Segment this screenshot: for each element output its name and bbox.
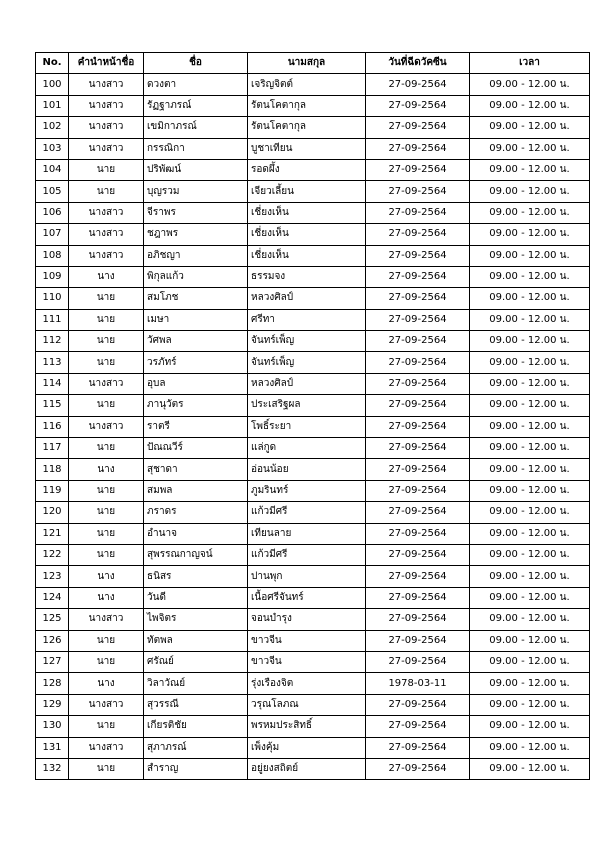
cell-last-name: เทียนลาย bbox=[248, 523, 366, 544]
cell-title: นาย bbox=[69, 181, 144, 202]
cell-no: 125 bbox=[36, 609, 69, 630]
cell-last-name: หลวงศิลป์ bbox=[248, 288, 366, 309]
cell-vaccination-date: 27-09-2564 bbox=[366, 438, 470, 459]
cell-vaccination-date: 27-09-2564 bbox=[366, 609, 470, 630]
cell-no: 127 bbox=[36, 651, 69, 672]
cell-no: 114 bbox=[36, 373, 69, 394]
cell-title: นาย bbox=[69, 716, 144, 737]
table-row bbox=[36, 416, 590, 437]
table-row bbox=[36, 373, 590, 394]
table-row bbox=[36, 245, 590, 266]
cell-vaccination-date: 27-09-2564 bbox=[366, 459, 470, 480]
cell-vaccination-date: 27-09-2564 bbox=[366, 630, 470, 651]
cell-time: 09.00 - 12.00 น. bbox=[470, 373, 590, 394]
cell-first-name: เขมิกาภรณ์ bbox=[144, 117, 248, 138]
cell-vaccination-date: 27-09-2564 bbox=[366, 716, 470, 737]
cell-vaccination-date: 27-09-2564 bbox=[366, 266, 470, 287]
cell-first-name: ภราดร bbox=[144, 502, 248, 523]
cell-title: นางสาว bbox=[69, 138, 144, 159]
cell-vaccination-date: 27-09-2564 bbox=[366, 544, 470, 565]
table-row bbox=[36, 758, 590, 779]
cell-time: 09.00 - 12.00 น. bbox=[470, 74, 590, 95]
cell-last-name: จันทร์เพ็ญ bbox=[248, 331, 366, 352]
cell-first-name: อำนาจ bbox=[144, 523, 248, 544]
table-row bbox=[36, 181, 590, 202]
cell-time: 09.00 - 12.00 น. bbox=[470, 224, 590, 245]
table-row bbox=[36, 438, 590, 459]
table-row bbox=[36, 138, 590, 159]
cell-time: 09.00 - 12.00 น. bbox=[470, 566, 590, 587]
cell-vaccination-date: 27-09-2564 bbox=[366, 694, 470, 715]
table-row bbox=[36, 224, 590, 245]
cell-title: นางสาว bbox=[69, 373, 144, 394]
cell-first-name: รัฏฐาภรณ์ bbox=[144, 95, 248, 116]
cell-title: นางสาว bbox=[69, 95, 144, 116]
cell-last-name: เนื้อศรีจันทร์ bbox=[248, 587, 366, 608]
cell-last-name: ศรีทา bbox=[248, 309, 366, 330]
table-row bbox=[36, 74, 590, 95]
cell-time: 09.00 - 12.00 น. bbox=[470, 587, 590, 608]
cell-vaccination-date: 27-09-2564 bbox=[366, 95, 470, 116]
cell-first-name: สุพรรณกาญจน์ bbox=[144, 544, 248, 565]
cell-title: นางสาว bbox=[69, 202, 144, 223]
cell-time: 09.00 - 12.00 น. bbox=[470, 138, 590, 159]
cell-last-name: อยู่ยงสถิตย์ bbox=[248, 758, 366, 779]
cell-vaccination-date: 27-09-2564 bbox=[366, 202, 470, 223]
cell-time: 09.00 - 12.00 น. bbox=[470, 480, 590, 501]
cell-title: นาย bbox=[69, 630, 144, 651]
cell-vaccination-date: 27-09-2564 bbox=[366, 159, 470, 180]
cell-no: 100 bbox=[36, 74, 69, 95]
cell-no: 129 bbox=[36, 694, 69, 715]
header-no: No. bbox=[36, 53, 69, 74]
cell-last-name: ขาวจีน bbox=[248, 651, 366, 672]
cell-no: 120 bbox=[36, 502, 69, 523]
cell-time: 09.00 - 12.00 น. bbox=[470, 716, 590, 737]
cell-first-name: พิกุลแก้ว bbox=[144, 266, 248, 287]
cell-last-name: ประเสริฐผล bbox=[248, 395, 366, 416]
table-row bbox=[36, 309, 590, 330]
cell-time: 09.00 - 12.00 น. bbox=[470, 395, 590, 416]
table-row bbox=[36, 117, 590, 138]
cell-first-name: กรรณิกา bbox=[144, 138, 248, 159]
cell-time: 09.00 - 12.00 น. bbox=[470, 758, 590, 779]
cell-no: 126 bbox=[36, 630, 69, 651]
table-row bbox=[36, 288, 590, 309]
cell-no: 108 bbox=[36, 245, 69, 266]
cell-no: 113 bbox=[36, 352, 69, 373]
cell-no: 115 bbox=[36, 395, 69, 416]
table-row bbox=[36, 331, 590, 352]
cell-last-name: เชี่ยงเห็น bbox=[248, 245, 366, 266]
table-row bbox=[36, 502, 590, 523]
cell-time: 09.00 - 12.00 น. bbox=[470, 159, 590, 180]
cell-time: 09.00 - 12.00 น. bbox=[470, 266, 590, 287]
cell-first-name: เกียรติชัย bbox=[144, 716, 248, 737]
cell-last-name: เพ็งคุ้ม bbox=[248, 737, 366, 758]
header-first-name: ชื่อ bbox=[144, 53, 248, 74]
cell-title: นาง bbox=[69, 266, 144, 287]
cell-vaccination-date: 27-09-2564 bbox=[366, 587, 470, 608]
cell-last-name: จอนบำรุง bbox=[248, 609, 366, 630]
cell-first-name: ธนิสร bbox=[144, 566, 248, 587]
cell-time: 09.00 - 12.00 น. bbox=[470, 737, 590, 758]
vaccination-schedule-sheet bbox=[35, 52, 590, 780]
cell-time: 09.00 - 12.00 น. bbox=[470, 416, 590, 437]
cell-vaccination-date: 27-09-2564 bbox=[366, 331, 470, 352]
cell-title: นาย bbox=[69, 159, 144, 180]
cell-no: 116 bbox=[36, 416, 69, 437]
table-row bbox=[36, 737, 590, 758]
cell-first-name: สุชาดา bbox=[144, 459, 248, 480]
cell-title: นางสาว bbox=[69, 416, 144, 437]
cell-time: 09.00 - 12.00 น. bbox=[470, 288, 590, 309]
cell-no: 111 bbox=[36, 309, 69, 330]
cell-title: นาย bbox=[69, 309, 144, 330]
table-row bbox=[36, 566, 590, 587]
table-row bbox=[36, 630, 590, 651]
cell-no: 104 bbox=[36, 159, 69, 180]
cell-first-name: อภิชญา bbox=[144, 245, 248, 266]
cell-first-name: ทัตพล bbox=[144, 630, 248, 651]
cell-no: 128 bbox=[36, 673, 69, 694]
cell-last-name: โพธิ์ระยา bbox=[248, 416, 366, 437]
cell-time: 09.00 - 12.00 น. bbox=[470, 352, 590, 373]
cell-vaccination-date: 27-09-2564 bbox=[366, 416, 470, 437]
header-last-name: นามสกุล bbox=[248, 53, 366, 74]
cell-first-name: วรภัทร์ bbox=[144, 352, 248, 373]
cell-first-name: สมโภช bbox=[144, 288, 248, 309]
cell-no: 119 bbox=[36, 480, 69, 501]
cell-last-name: เจริญจิตต์ bbox=[248, 74, 366, 95]
cell-no: 103 bbox=[36, 138, 69, 159]
cell-time: 09.00 - 12.00 น. bbox=[470, 181, 590, 202]
cell-vaccination-date: 27-09-2564 bbox=[366, 352, 470, 373]
cell-time: 09.00 - 12.00 น. bbox=[470, 117, 590, 138]
cell-title: นาย bbox=[69, 651, 144, 672]
cell-time: 09.00 - 12.00 น. bbox=[470, 673, 590, 694]
cell-first-name: ไพจิตร bbox=[144, 609, 248, 630]
table-row bbox=[36, 159, 590, 180]
cell-vaccination-date: 27-09-2564 bbox=[366, 288, 470, 309]
cell-time: 09.00 - 12.00 น. bbox=[470, 202, 590, 223]
table-header-row bbox=[36, 53, 590, 74]
table-row bbox=[36, 694, 590, 715]
cell-vaccination-date: 27-09-2564 bbox=[366, 758, 470, 779]
cell-last-name: จันทร์เพ็ญ bbox=[248, 352, 366, 373]
table-row bbox=[36, 266, 590, 287]
cell-title: นาย bbox=[69, 480, 144, 501]
cell-no: 102 bbox=[36, 117, 69, 138]
cell-no: 109 bbox=[36, 266, 69, 287]
cell-vaccination-date: 27-09-2564 bbox=[366, 138, 470, 159]
cell-last-name: เจียวเลี้ยน bbox=[248, 181, 366, 202]
cell-last-name: รุ่งเรืองจิต bbox=[248, 673, 366, 694]
cell-first-name: จีราพร bbox=[144, 202, 248, 223]
cell-last-name: รัตนโคตากุล bbox=[248, 117, 366, 138]
cell-title: นาง bbox=[69, 566, 144, 587]
vaccination-schedule-table bbox=[35, 52, 590, 780]
cell-last-name: บูชาเทียน bbox=[248, 138, 366, 159]
table-row bbox=[36, 395, 590, 416]
cell-no: 123 bbox=[36, 566, 69, 587]
table-row bbox=[36, 95, 590, 116]
cell-title: นางสาว bbox=[69, 74, 144, 95]
cell-title: นาย bbox=[69, 395, 144, 416]
cell-last-name: รัตนโคตากุล bbox=[248, 95, 366, 116]
cell-last-name: ขาวจีน bbox=[248, 630, 366, 651]
cell-first-name: วิลาวัณย์ bbox=[144, 673, 248, 694]
cell-last-name: พรหมประสิทธิ์ bbox=[248, 716, 366, 737]
cell-vaccination-date: 27-09-2564 bbox=[366, 523, 470, 544]
cell-first-name: ปัณณวีร์ bbox=[144, 438, 248, 459]
cell-no: 118 bbox=[36, 459, 69, 480]
cell-no: 117 bbox=[36, 438, 69, 459]
cell-no: 121 bbox=[36, 523, 69, 544]
cell-no: 112 bbox=[36, 331, 69, 352]
cell-title: นาย bbox=[69, 331, 144, 352]
cell-title: นาย bbox=[69, 523, 144, 544]
cell-vaccination-date: 27-09-2564 bbox=[366, 395, 470, 416]
cell-title: นางสาว bbox=[69, 737, 144, 758]
cell-time: 09.00 - 12.00 น. bbox=[470, 331, 590, 352]
cell-first-name: ชฎาพร bbox=[144, 224, 248, 245]
cell-title: นาย bbox=[69, 502, 144, 523]
cell-first-name: เมษา bbox=[144, 309, 248, 330]
cell-title: นางสาว bbox=[69, 609, 144, 630]
cell-title: นาย bbox=[69, 544, 144, 565]
cell-last-name: หลวงศิลป์ bbox=[248, 373, 366, 394]
table-row bbox=[36, 609, 590, 630]
cell-first-name: วัศพล bbox=[144, 331, 248, 352]
cell-vaccination-date: 27-09-2564 bbox=[366, 181, 470, 202]
cell-first-name: ดวงตา bbox=[144, 74, 248, 95]
cell-time: 09.00 - 12.00 น. bbox=[470, 245, 590, 266]
cell-first-name: สำราญ bbox=[144, 758, 248, 779]
cell-vaccination-date: 27-09-2564 bbox=[366, 480, 470, 501]
cell-title: นาย bbox=[69, 352, 144, 373]
cell-no: 130 bbox=[36, 716, 69, 737]
cell-last-name: แก้วมีศรี bbox=[248, 502, 366, 523]
cell-time: 09.00 - 12.00 น. bbox=[470, 651, 590, 672]
cell-last-name: ธรรมจง bbox=[248, 266, 366, 287]
cell-last-name: ปานพุก bbox=[248, 566, 366, 587]
cell-no: 107 bbox=[36, 224, 69, 245]
cell-last-name: เชี่ยงเห็น bbox=[248, 224, 366, 245]
cell-last-name: รอดผึ้ง bbox=[248, 159, 366, 180]
cell-vaccination-date: 27-09-2564 bbox=[366, 117, 470, 138]
cell-first-name: ภานุวัตร bbox=[144, 395, 248, 416]
cell-last-name: วรุณโลภณ bbox=[248, 694, 366, 715]
cell-vaccination-date: 1978-03-11 bbox=[366, 673, 470, 694]
table-row bbox=[36, 716, 590, 737]
table-row bbox=[36, 202, 590, 223]
cell-title: นาย bbox=[69, 438, 144, 459]
cell-first-name: บุญรวม bbox=[144, 181, 248, 202]
cell-no: 105 bbox=[36, 181, 69, 202]
header-vaccination-date: วันที่ฉีดวัคซีน bbox=[366, 53, 470, 74]
cell-last-name: เชี่ยงเห็น bbox=[248, 202, 366, 223]
cell-time: 09.00 - 12.00 น. bbox=[470, 609, 590, 630]
table-row bbox=[36, 523, 590, 544]
table-row bbox=[36, 544, 590, 565]
cell-title: นาย bbox=[69, 758, 144, 779]
cell-first-name: สุภาภรณ์ bbox=[144, 737, 248, 758]
cell-title: นางสาว bbox=[69, 245, 144, 266]
cell-time: 09.00 - 12.00 น. bbox=[470, 694, 590, 715]
cell-last-name: แก้วมีศรี bbox=[248, 544, 366, 565]
cell-vaccination-date: 27-09-2564 bbox=[366, 245, 470, 266]
table-row bbox=[36, 587, 590, 608]
cell-vaccination-date: 27-09-2564 bbox=[366, 373, 470, 394]
cell-vaccination-date: 27-09-2564 bbox=[366, 502, 470, 523]
cell-last-name: ภูมรินทร์ bbox=[248, 480, 366, 501]
table-row bbox=[36, 673, 590, 694]
cell-no: 106 bbox=[36, 202, 69, 223]
cell-vaccination-date: 27-09-2564 bbox=[366, 224, 470, 245]
table-row bbox=[36, 459, 590, 480]
cell-vaccination-date: 27-09-2564 bbox=[366, 566, 470, 587]
cell-time: 09.00 - 12.00 น. bbox=[470, 544, 590, 565]
cell-no: 131 bbox=[36, 737, 69, 758]
cell-last-name: อ่อนน้อย bbox=[248, 459, 366, 480]
cell-title: นาย bbox=[69, 288, 144, 309]
cell-time: 09.00 - 12.00 น. bbox=[470, 523, 590, 544]
table-row bbox=[36, 651, 590, 672]
cell-time: 09.00 - 12.00 น. bbox=[470, 95, 590, 116]
cell-title: นาง bbox=[69, 673, 144, 694]
cell-vaccination-date: 27-09-2564 bbox=[366, 74, 470, 95]
cell-last-name: แล่กูด bbox=[248, 438, 366, 459]
cell-time: 09.00 - 12.00 น. bbox=[470, 502, 590, 523]
cell-first-name: วันดี bbox=[144, 587, 248, 608]
cell-no: 122 bbox=[36, 544, 69, 565]
cell-time: 09.00 - 12.00 น. bbox=[470, 630, 590, 651]
header-title: คำนำหน้าชื่อ bbox=[69, 53, 144, 74]
cell-first-name: ราตรี bbox=[144, 416, 248, 437]
header-time: เวลา bbox=[470, 53, 590, 74]
cell-no: 124 bbox=[36, 587, 69, 608]
cell-time: 09.00 - 12.00 น. bbox=[470, 438, 590, 459]
cell-first-name: สุวรรณี bbox=[144, 694, 248, 715]
cell-title: นาง bbox=[69, 587, 144, 608]
cell-no: 132 bbox=[36, 758, 69, 779]
table-row bbox=[36, 480, 590, 501]
cell-title: นาง bbox=[69, 459, 144, 480]
cell-time: 09.00 - 12.00 น. bbox=[470, 459, 590, 480]
cell-first-name: ปริพัฒน์ bbox=[144, 159, 248, 180]
cell-first-name: สมพล bbox=[144, 480, 248, 501]
cell-vaccination-date: 27-09-2564 bbox=[366, 651, 470, 672]
cell-no: 101 bbox=[36, 95, 69, 116]
cell-title: นางสาว bbox=[69, 224, 144, 245]
cell-title: นางสาว bbox=[69, 694, 144, 715]
cell-first-name: อุบล bbox=[144, 373, 248, 394]
table-row bbox=[36, 352, 590, 373]
cell-time: 09.00 - 12.00 น. bbox=[470, 309, 590, 330]
cell-vaccination-date: 27-09-2564 bbox=[366, 737, 470, 758]
cell-vaccination-date: 27-09-2564 bbox=[366, 309, 470, 330]
cell-no: 110 bbox=[36, 288, 69, 309]
cell-title: นางสาว bbox=[69, 117, 144, 138]
cell-first-name: ศรัณย์ bbox=[144, 651, 248, 672]
